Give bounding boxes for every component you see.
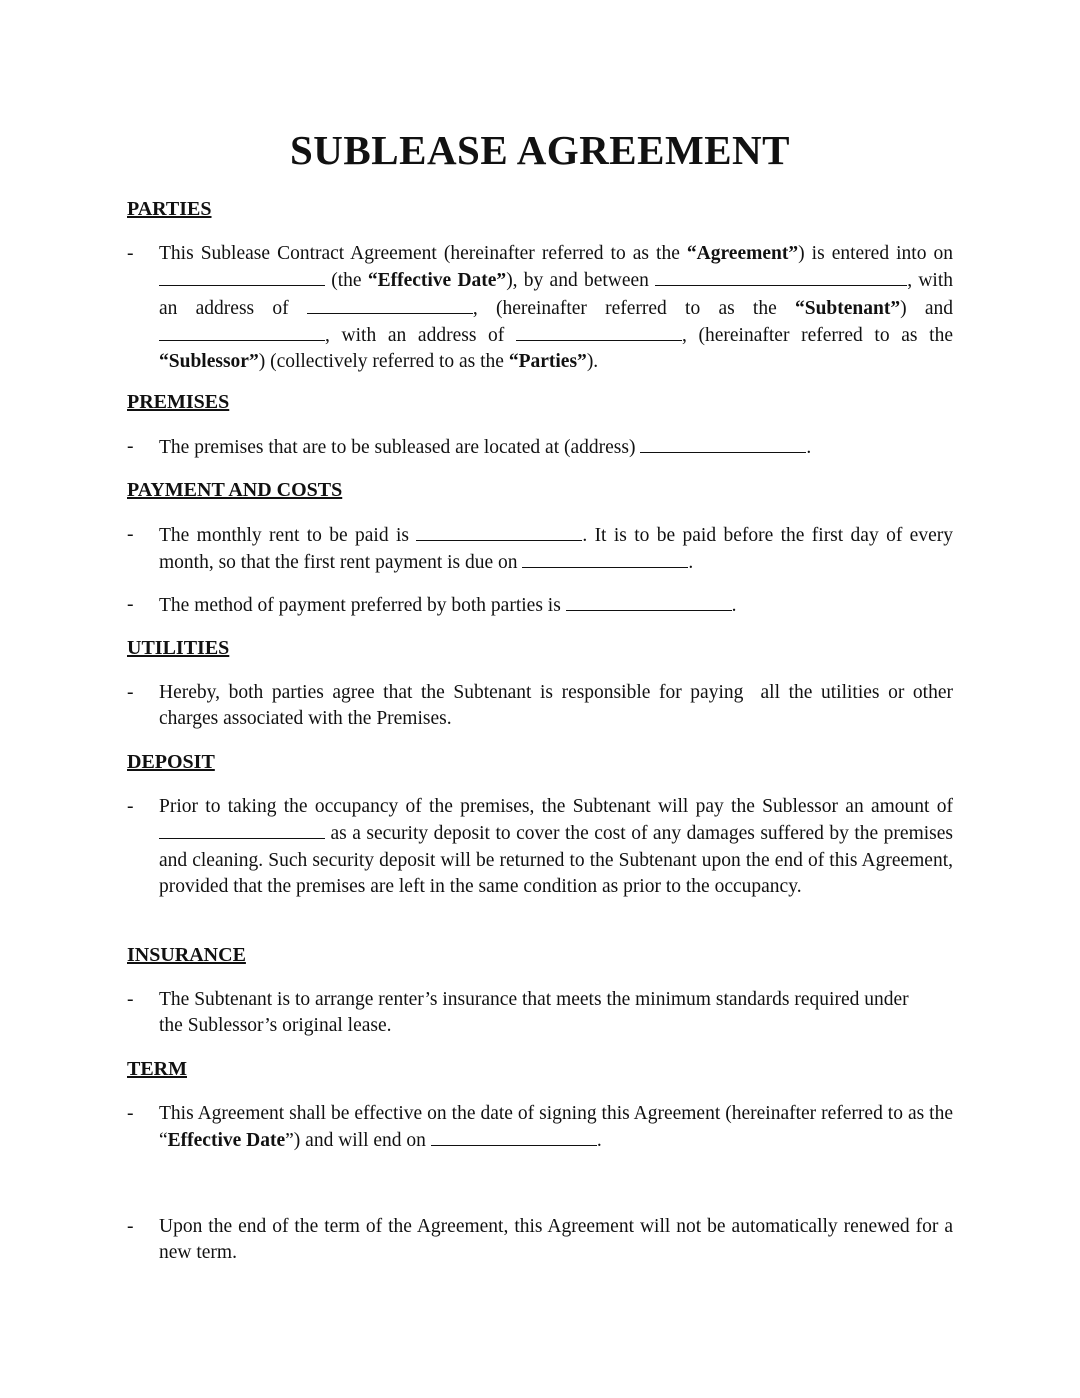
section-heading-parties: PARTIES xyxy=(127,198,212,220)
bullet-dash: - xyxy=(127,1216,134,1237)
bullet-dash: - xyxy=(127,796,134,817)
list-item xyxy=(127,1214,953,1267)
list-item xyxy=(127,680,958,733)
bullet-dash: - xyxy=(127,1103,134,1124)
list-item xyxy=(127,1101,953,1155)
section-heading-premises: PREMISES xyxy=(127,391,230,413)
renewal-paragraph: Upon the end of the term of the Agreement, this Agreement will not be automatically renewed for a new term. xyxy=(159,1216,953,1264)
parties-paragraph: This Sublease Contract Agreement (hereinafter referred to as the “Agreement”) is entered into on (the “Effective Date”), by and between , with an address of , (hereinafter referred to as the “Subtenant”) and , with an address of , (hereinafter referred to as the “Sublessor”) (collectively referred to as the “Parties”). xyxy=(159,243,953,373)
bullet-dash: - xyxy=(127,989,134,1010)
section-heading-payment: PAYMENT AND COSTS xyxy=(127,479,343,501)
section-heading-deposit: DEPOSIT xyxy=(127,751,215,773)
payment-method-blank[interactable] xyxy=(566,592,732,611)
insurance-paragraph: The Subtenant is to arrange renter’s insurance that meets the minimum standards required under the Sublessor’s original lease. xyxy=(159,989,909,1037)
premises-paragraph: The premises that are to be subleased are located at (address) . xyxy=(159,434,953,461)
list-item xyxy=(127,987,953,1040)
effective-date-blank[interactable] xyxy=(159,267,325,286)
rent-paragraph: The monthly rent to be paid is . It is to be paid before the first day of every month, so that the first rent payment is due on . xyxy=(159,522,953,577)
list-item xyxy=(127,434,953,461)
end-date-blank[interactable] xyxy=(431,1127,597,1146)
list-item xyxy=(127,522,953,577)
section-heading-insurance: INSURANCE xyxy=(127,944,246,966)
section-heading-utilities: UTILITIES xyxy=(127,637,230,659)
sublessor-address-blank[interactable] xyxy=(516,322,682,341)
section-heading-term: TERM xyxy=(127,1058,187,1080)
bullet-dash: - xyxy=(127,243,134,264)
bullet-dash: - xyxy=(127,682,134,703)
list-item xyxy=(127,241,953,375)
list-item xyxy=(127,592,953,619)
utilities-paragraph: Hereby, both parties agree that the Subtenant is responsible for paying all the utilities or other charges associated with the Premises. xyxy=(159,682,958,730)
first-payment-date-blank[interactable] xyxy=(522,549,688,568)
sublessor-name-blank[interactable] xyxy=(159,322,325,341)
deposit-paragraph: Prior to taking the occupancy of the premises, the Subtenant will pay the Sublessor an amount of as a security deposit to cover the cost of any damages suffered by the premises and cleaning. Such security deposit will be returned to the Subtenant upon the end of this Agreement, provided that the premises are left in the same condition as prior to the occupancy. xyxy=(159,796,953,897)
list-item xyxy=(127,794,953,900)
term-paragraph: This Agreement shall be effective on the date of signing this Agreement (hereinafter referred to as the “Effective Date”) and will end on . xyxy=(159,1103,953,1152)
subtenant-address-blank[interactable] xyxy=(307,295,473,314)
monthly-rent-blank[interactable] xyxy=(416,522,582,541)
deposit-amount-blank[interactable] xyxy=(159,820,325,839)
premises-address-blank[interactable] xyxy=(640,434,806,453)
bullet-dash: - xyxy=(127,524,134,545)
payment-method-paragraph: The method of payment preferred by both parties is . xyxy=(159,592,953,619)
bullet-dash: - xyxy=(127,436,134,457)
bullet-dash: - xyxy=(127,594,134,615)
subtenant-name-blank[interactable] xyxy=(655,267,907,286)
document-title: SUBLEASE AGREEMENT xyxy=(290,127,790,173)
